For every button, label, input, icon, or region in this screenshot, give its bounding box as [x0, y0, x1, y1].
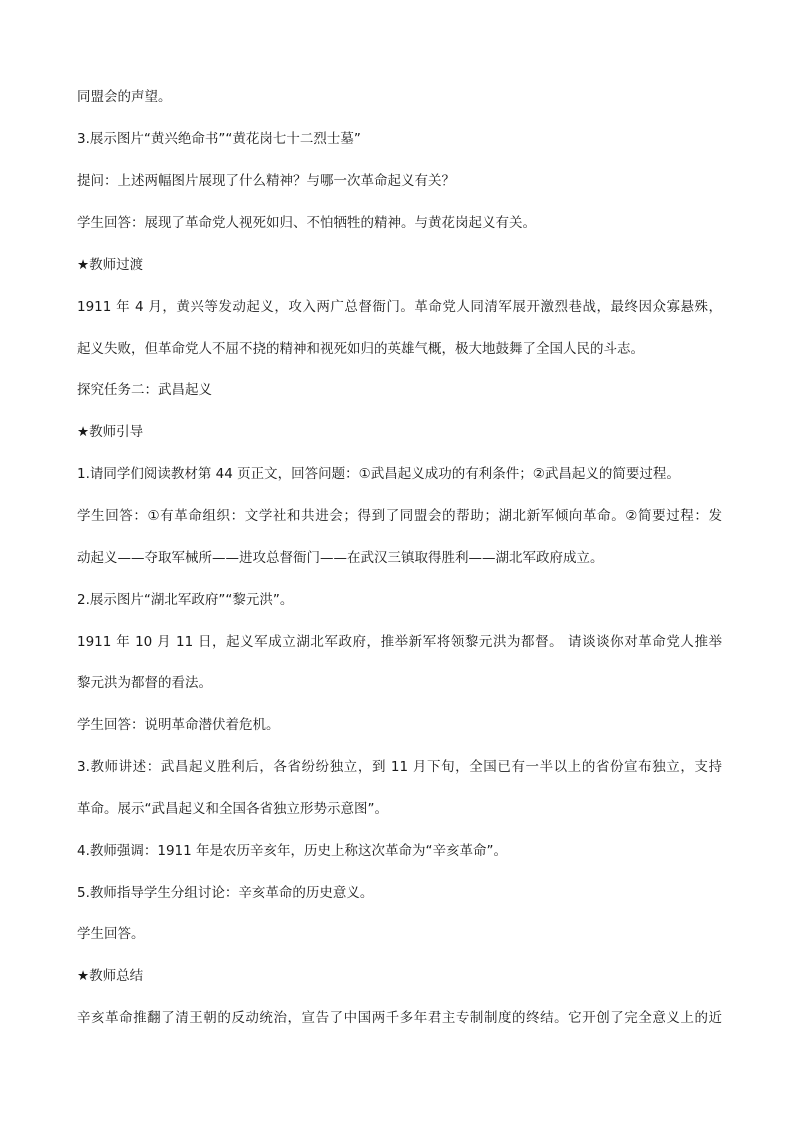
text-line: 5.教师指导学生分组讨论：辛亥革命的历史意义。: [77, 885, 374, 901]
text-line: 3.教师讲述：武昌起义胜利后，各省纷纷独立，到 11 月下旬，全国已有一半以上的省份宣布独立，支持: [77, 759, 722, 775]
text-line: 提问：上述两幅图片展现了什么精神？与哪一次革命起义有关？: [77, 173, 455, 189]
text-line: 黎元洪为都督的看法。: [77, 675, 212, 691]
text-line: 动起义——夺取军械所——进攻总督衙门——在武汉三镇取得胜利——湖北军政府成立。: [77, 550, 604, 566]
section-heading: 探究任务二：武昌起义: [77, 382, 212, 398]
text-line: 起义失败，但革命党人不屈不挠的精神和视死如归的英雄气概，极大地鼓舞了全国人民的斗志。: [77, 341, 644, 357]
section-heading: ★教师引导: [77, 424, 144, 440]
text-line: 1911 年 4 月，黄兴等发动起义，攻入两广总督衙门。革命党人同清军展开激烈巷战，最终因众寡悬殊，: [77, 299, 722, 315]
text-line: 4.教师强调：1911 年是农历辛亥年，历史上称这次革命为“辛亥革命”。: [77, 843, 508, 859]
text-line: 学生回答：说明革命潜伏着危机。: [77, 717, 280, 733]
text-line: 1.请同学们阅读教材第 44 页正文，回答问题：①武昌起义成功的有利条件；②武昌起义的简要过程。: [77, 466, 680, 482]
section-heading: ★教师过渡: [77, 257, 144, 273]
section-heading: ★教师总结: [77, 968, 144, 984]
text-line: 1911 年 10 月 11 日，起义军成立湖北军政府，推举新军将领黎元洪为都督。 请谈谈你对革命党人推举: [77, 634, 722, 650]
text-line: 革命。展示“武昌起义和全国各省独立形势示意图”。: [77, 801, 388, 817]
text-line: 学生回答。: [77, 926, 145, 942]
text-line: 同盟会的声望。: [77, 89, 172, 105]
text-line: 3.展示图片“黄兴绝命书”“黄花岗七十二烈士墓”: [77, 131, 361, 147]
text-line: 辛亥革命推翻了清王朝的反动统治，宣告了中国两千多年君主专制制度的终结。它开创了完全意义上的近: [77, 1010, 722, 1026]
text-line: 学生回答：展现了革命党人视死如归、不怕牺牲的精神。与黄花岗起义有关。: [77, 215, 536, 231]
text-line: 2.展示图片“湖北军政府”“黎元洪”。: [77, 592, 294, 608]
text-line: 学生回答：①有革命组织：文学社和共进会；得到了同盟会的帮助；湖北新军倾向革命。②简要过程：发: [77, 508, 722, 524]
